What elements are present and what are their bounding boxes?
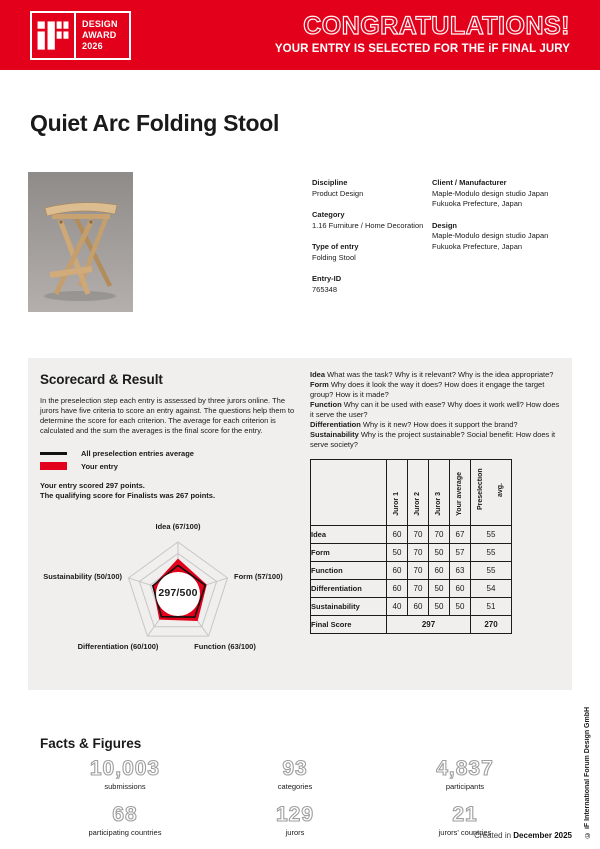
score-note-qualifying: The qualifying score for Finalists was 267 points. xyxy=(40,491,216,501)
cell: 70 xyxy=(408,525,429,543)
cell: 70 xyxy=(408,561,429,579)
detail-label: Client / Manufacturer xyxy=(432,178,507,187)
legend-label: All preselection entries average xyxy=(81,448,194,458)
cell: 50 xyxy=(387,543,408,561)
cell: 40 xyxy=(387,597,408,615)
scorecard-left-column xyxy=(40,372,304,668)
cell: 60 xyxy=(387,579,408,597)
cell: 60 xyxy=(408,597,429,615)
scorecard-description: In the preselection step each entry is assessed by three jurors online. The jurors have five criteria to score an entry against. The questions help them to determine the score for each criterion. The average for each criterion is calculated and the sum the averages is the final score for the entry. xyxy=(40,396,295,436)
table-row xyxy=(311,525,512,543)
row-label: Form xyxy=(311,543,387,561)
scorecard-right-column xyxy=(310,370,562,634)
question-text: Why is the project sustainable? Social benefit: How does it serve society? xyxy=(310,429,556,449)
entry-details-left xyxy=(312,178,430,306)
cell: 51 xyxy=(471,597,512,615)
cell: 50 xyxy=(429,579,450,597)
axis-label-idea: Idea (67/100) xyxy=(155,522,201,532)
folding-stool-image xyxy=(28,172,133,312)
row-label: Sustainability xyxy=(311,597,387,615)
copyright-vertical-text: © iF International Forum Design GmbH xyxy=(584,706,591,838)
cell: 63 xyxy=(450,561,471,579)
fact-value: 129 xyxy=(275,803,315,826)
score-note-points: Your entry scored 297 points. xyxy=(40,480,145,490)
cell: 60 xyxy=(387,561,408,579)
cell: 55 xyxy=(471,525,512,543)
row-label: Differentiation xyxy=(311,579,387,597)
question-term: Function xyxy=(310,399,342,409)
cell: 50 xyxy=(450,597,471,615)
if-logo-glyph xyxy=(33,15,73,57)
detail-label: Design xyxy=(432,220,458,230)
fact-value: 21 xyxy=(452,803,478,826)
legend-your-entry xyxy=(40,462,304,471)
question-term: Sustainability xyxy=(310,429,359,439)
detail-entry-id xyxy=(312,274,430,295)
table-row xyxy=(311,597,512,615)
cell: 70 xyxy=(408,543,429,561)
final-score-preselection: 270 xyxy=(471,615,512,633)
cell: 60 xyxy=(429,561,450,579)
created-date-line xyxy=(474,831,572,840)
header-your-average: Your average xyxy=(450,459,471,525)
detail-value: Folding Stool xyxy=(312,252,356,262)
question-idea xyxy=(310,370,562,380)
header-juror1: Juror 1 xyxy=(387,459,408,525)
cell: 55 xyxy=(471,561,512,579)
radar-chart xyxy=(40,510,302,668)
detail-value: Maple-Modulo design studio Japan xyxy=(432,188,549,198)
detail-label: Entry-ID xyxy=(312,274,342,283)
header-juror2: Juror 2 xyxy=(408,459,429,525)
fact-value: 4,837 xyxy=(436,757,494,780)
score-table xyxy=(310,459,512,634)
detail-value: Fukuoka Prefecture, Japan xyxy=(432,199,523,208)
cell: 70 xyxy=(408,579,429,597)
fact-participating-countries xyxy=(40,804,210,837)
scorecard-section xyxy=(28,358,572,690)
award-banner xyxy=(0,0,600,70)
axis-label-sustainability: Sustainability (50/100) xyxy=(43,572,122,582)
fact-participants xyxy=(380,758,550,791)
cell: 60 xyxy=(387,525,408,543)
fact-label: jurors xyxy=(285,828,305,837)
logo-line-2: AWARD xyxy=(82,29,117,40)
final-score-total: 297 xyxy=(387,615,471,633)
cell: 60 xyxy=(450,579,471,597)
axis-label-form: Form (57/100) xyxy=(234,572,283,582)
cell: 57 xyxy=(450,543,471,561)
table-row xyxy=(311,579,512,597)
detail-value: Maple-Modulo design studio Japan xyxy=(432,231,549,240)
header-juror3: Juror 3 xyxy=(429,459,450,525)
question-differentiation xyxy=(310,420,562,430)
table-header-row xyxy=(311,459,512,525)
logo-line-1: DESIGN xyxy=(82,18,118,29)
fact-value: 68 xyxy=(112,803,138,826)
detail-value: Product Design xyxy=(312,188,364,198)
legend-label: Your entry xyxy=(81,461,118,471)
logo-line-3: 2026 xyxy=(82,41,103,52)
fact-label: jurors' countries xyxy=(438,828,492,837)
axis-label-differentiation: Differentiation (60/100) xyxy=(77,642,159,652)
detail-design xyxy=(432,221,577,253)
fact-label: categories xyxy=(277,782,313,791)
detail-value: 765348 xyxy=(312,284,338,294)
row-label: Idea xyxy=(311,525,387,543)
question-function xyxy=(310,400,562,420)
detail-category xyxy=(312,210,430,231)
question-text: What was the task? Why is it relevant? Why is the idea appropriate? xyxy=(325,370,554,379)
cell: 67 xyxy=(450,525,471,543)
facts-grid xyxy=(40,758,550,837)
legend-your-entry-swatch xyxy=(40,462,67,470)
fact-value: 10,003 xyxy=(89,757,161,780)
total-score-label: 297/500 xyxy=(158,587,198,600)
question-text: Why can it be used with ease? Why does it work well? How does it serve the user? xyxy=(310,399,560,419)
banner-text xyxy=(275,13,570,55)
cell: 50 xyxy=(429,597,450,615)
final-score-row xyxy=(311,615,512,633)
detail-value: Fukuoka Prefecture, Japan xyxy=(432,241,523,251)
logo-text xyxy=(76,13,129,58)
question-term: Differentiation xyxy=(310,419,361,429)
created-date: December 2025 xyxy=(513,831,572,840)
fact-label: submissions xyxy=(104,782,146,791)
detail-label: Discipline xyxy=(312,178,348,187)
axis-label-function: Function (63/100) xyxy=(194,642,256,652)
question-sustainability xyxy=(310,430,562,450)
header-preselection-avg: Preselection avg. xyxy=(471,459,512,525)
row-label: Function xyxy=(311,561,387,579)
question-text: Why does it look the way it does? How does it engage the target group? How is it made? xyxy=(310,379,545,399)
created-prefix: Created in xyxy=(474,831,514,840)
legend-average xyxy=(40,449,304,458)
fact-submissions xyxy=(40,758,210,791)
fact-label: participants xyxy=(445,782,485,791)
fact-value: 93 xyxy=(282,757,308,780)
detail-label: Type of entry xyxy=(312,242,359,251)
product-photo xyxy=(28,172,133,312)
question-text: Why is it new? How does it support the brand? xyxy=(360,419,518,429)
legend-average-swatch xyxy=(40,452,67,455)
if-design-award-logo xyxy=(30,11,131,60)
question-term: Idea xyxy=(310,370,326,379)
facts-heading: Facts & Figures xyxy=(40,736,142,751)
detail-discipline xyxy=(312,178,430,199)
banner-subheadline: YOUR ENTRY IS SELECTED FOR THE iF FINAL JURY xyxy=(274,43,570,56)
table-row xyxy=(311,561,512,579)
detail-client-manufacturer xyxy=(432,178,577,210)
cell: 55 xyxy=(471,543,512,561)
entry-title: Quiet Arc Folding Stool xyxy=(30,110,280,136)
detail-value: 1.16 Furniture / Home Decoration xyxy=(312,220,424,230)
question-term: Form xyxy=(310,379,329,389)
row-label: Final Score xyxy=(311,615,387,633)
question-form xyxy=(310,380,562,400)
table-row xyxy=(311,543,512,561)
fact-jurors xyxy=(210,804,380,837)
fact-categories xyxy=(210,758,380,791)
cell: 70 xyxy=(429,525,450,543)
detail-type-of-entry xyxy=(312,242,430,263)
header-empty-cell xyxy=(311,459,387,525)
detail-label: Category xyxy=(312,210,345,219)
fact-label: participating countries xyxy=(88,828,162,837)
congratulations-headline: CONGRATULATIONS! xyxy=(303,12,570,40)
entry-details-right xyxy=(432,178,577,263)
score-notes xyxy=(40,481,304,503)
chart-legend xyxy=(40,449,304,471)
cell: 54 xyxy=(471,579,512,597)
cell: 50 xyxy=(429,543,450,561)
if-logo-icon xyxy=(32,13,76,58)
scorecard-heading: Scorecard & Result xyxy=(40,372,163,387)
